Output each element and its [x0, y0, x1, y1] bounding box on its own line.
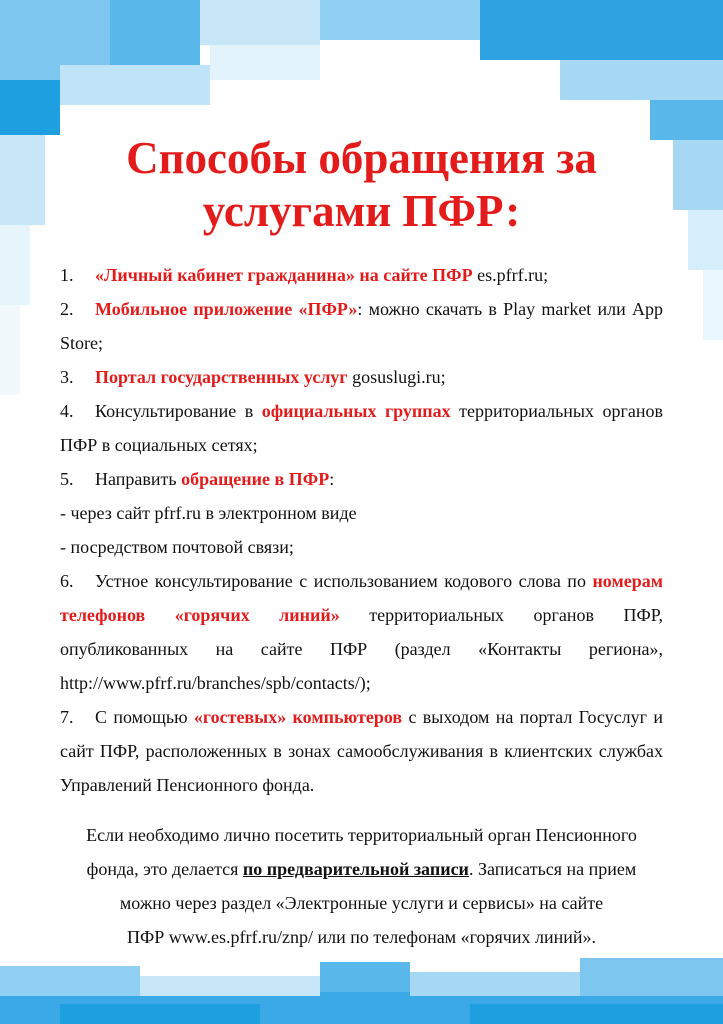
- deco-block: [200, 0, 320, 45]
- deco-block: [703, 270, 723, 340]
- list-item-2: [60, 292, 663, 360]
- deco-block: [480, 0, 723, 60]
- note-line-4: ПФР www.es.pfrf.ru/znp/ или по телефонам «горячих линий».: [126, 927, 597, 947]
- bottom-decoration: [0, 958, 723, 1024]
- deco-block: [60, 65, 210, 105]
- top-decoration: [0, 0, 723, 140]
- deco-block: [560, 60, 723, 100]
- item-highlight: «Личный кабинет гражданина» на сайте ПФР: [95, 265, 473, 285]
- right-decoration: [663, 140, 723, 340]
- deco-block: [320, 962, 410, 992]
- list-item-7: [60, 700, 663, 802]
- item-text: Консультирование в: [95, 401, 262, 421]
- deco-block: [470, 1004, 723, 1024]
- item-highlight: номерам телефонов «горячих линий»: [60, 571, 663, 625]
- item-number: 6.: [60, 571, 74, 591]
- item-text: gosuslugi.ru;: [347, 367, 446, 387]
- note-line-2: [60, 852, 663, 886]
- deco-block: [0, 305, 20, 395]
- item-number: 3.: [60, 367, 74, 387]
- item-text: Направить: [95, 469, 182, 489]
- item-highlight: Мобильное приложение «ПФР»: [95, 299, 358, 319]
- note-text: фонда, это делается: [86, 859, 243, 879]
- item-text: территориальных органов ПФР в социальных сетях;: [60, 401, 664, 455]
- item-number: 5.: [60, 469, 74, 489]
- deco-block: [0, 80, 60, 135]
- item-text: Устное консультирование с использованием кодового слова по: [95, 571, 593, 591]
- note-line-3: можно через раздел «Электронные услуги и сервисы» на сайте: [119, 893, 604, 913]
- deco-block: [60, 1004, 260, 1024]
- deco-block: [140, 976, 320, 996]
- item-highlight: Портал государственных услуг: [95, 367, 348, 387]
- item-text: :: [329, 469, 335, 489]
- note-line-1: Если необходимо лично посетить территориальный орган Пенсионного: [86, 825, 637, 845]
- deco-block: [0, 966, 140, 996]
- title-line-1: Способы обращения за: [126, 133, 597, 183]
- page-title: [60, 132, 663, 238]
- item-text: территориальных органов ПФР, опубликованных на сайте ПФР (раздел «Контакты региона», http://www.pfrf.ru/branches/spb/contacts/);: [60, 605, 663, 693]
- note-text: . Записаться на прием: [468, 859, 637, 879]
- item-text: : можно скачать в Play market или App Store;: [60, 299, 663, 353]
- title-line-2: услугами ПФР:: [202, 186, 521, 236]
- item-number: 7.: [60, 707, 74, 727]
- list-item-6: [60, 564, 663, 700]
- left-decoration: [0, 135, 60, 395]
- item-text: с выходом на портал Госуслуг и сайт ПФР, расположенных в зонах самообслуживания в клиентских службах Управлений Пенсионного фонда.: [60, 707, 663, 795]
- deco-block: [320, 0, 480, 40]
- item-text: es.pfrf.ru;: [472, 265, 549, 285]
- deco-block: [110, 0, 200, 65]
- item-number: 4.: [60, 401, 74, 421]
- list-item-3: [60, 360, 663, 394]
- appointment-note: [60, 818, 663, 954]
- item-text: С помощью: [95, 707, 194, 727]
- deco-block: [210, 45, 320, 80]
- item-number: 2.: [60, 299, 74, 319]
- sub-item-online: - через сайт pfrf.ru в электронном виде: [60, 503, 357, 523]
- methods-list: [60, 258, 663, 802]
- note-underlined: по предварительной записи: [242, 859, 469, 879]
- list-item-5: [60, 462, 663, 496]
- deco-block: [673, 140, 723, 210]
- item-highlight: обращение в ПФР: [181, 469, 330, 489]
- deco-block: [580, 958, 723, 996]
- item-number: 1.: [60, 265, 74, 285]
- deco-block: [688, 210, 723, 270]
- deco-block: [0, 225, 30, 305]
- list-item-1: [60, 258, 663, 292]
- deco-block: [410, 972, 580, 996]
- deco-block: [0, 135, 45, 225]
- item-highlight: официальных группах: [261, 401, 451, 421]
- sub-item-post: - посредством почтовой связи;: [60, 537, 294, 557]
- item-highlight: «гостевых» компьютеров: [193, 707, 403, 727]
- list-item-4: [60, 394, 663, 462]
